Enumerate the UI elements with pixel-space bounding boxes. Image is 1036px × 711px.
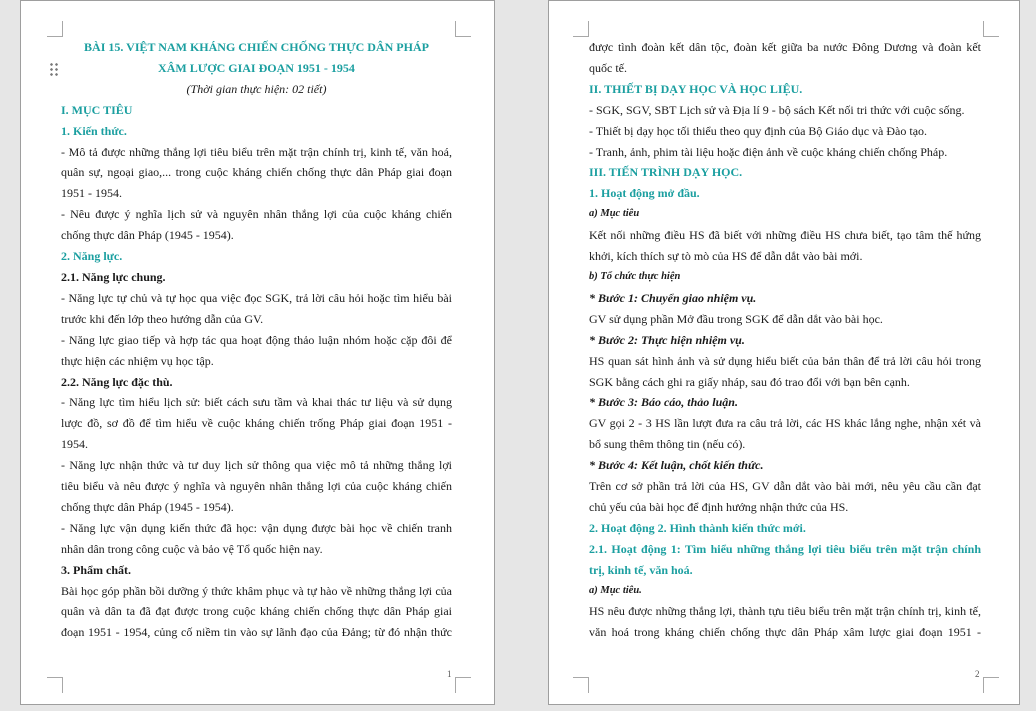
text-line: - Năng lực nhận thức và tư duy lịch sử thông qua việc mô tả những thắng lợi <box>61 458 452 473</box>
heading-hoat-dong-2: 2. Hoạt động 2. Hình thành kiến thức mới. <box>589 520 806 535</box>
step-1-heading: * Bước 1: Chuyển giao nhiệm vụ. <box>589 290 757 305</box>
crop-mark <box>983 677 999 693</box>
text-line: - SGK, SGV, SBT Lịch sử và Địa lí 9 - bộ sách Kết nối tri thức với cuộc sống. <box>589 102 965 117</box>
crop-mark <box>47 677 63 693</box>
text-line: bổ sung thêm thông tin (nếu có). <box>589 437 746 452</box>
text-line: nhân dân trong công cuộc và bảo vệ Tổ quốc hiện nay. <box>61 541 323 556</box>
heading-nang-luc-dac-thu: 2.2. Năng lực đặc thù. <box>61 374 173 389</box>
heading-kien-thuc: 1. Kiến thức. <box>61 123 127 138</box>
lesson-title-line1: BÀI 15. VIỆT NAM KHÁNG CHIẾN CHỐNG THỰC DÂN PHÁP <box>84 40 429 54</box>
lesson-title-line2: XÂM LƯỢC GIAI ĐOẠN 1951 - 1954 <box>158 60 355 75</box>
text-line: SGK bằng cách ghi ra giấy nháp, sau đó trao đổi với bạn bên cạnh. <box>589 374 910 389</box>
text-line: GV sử dụng phần Mở đầu trong SGK để dẫn dắt vào bài học. <box>589 311 883 326</box>
table-move-handle-icon[interactable] <box>49 62 59 76</box>
text-line: chống thực dân Pháp (1945 - 1954). <box>61 228 234 243</box>
heading-hoat-dong-2-1-cont: trị, kinh tế, văn hoá. <box>589 562 693 577</box>
text-line: HS nêu được những thắng lợi, thành tựu tiêu biểu trên mặt trận chính trị, kinh tế, <box>589 604 981 619</box>
text-line: - Năng lực vận dụng kiến thức đã học: vận dụng được bài học về chiến tranh <box>61 520 452 535</box>
heading-muc-tieu: I. MỤC TIÊU <box>61 102 133 117</box>
text-line: tiêu biểu và nêu được ý nghĩa và nguyên nhân thắng lợi của cuộc kháng chiến <box>61 479 452 494</box>
crop-mark <box>455 677 471 693</box>
subheading-muc-tieu-2: a) Mục tiêu. <box>589 584 642 596</box>
heading-pham-chat: 3. Phẩm chất. <box>61 562 131 577</box>
text-line: thực hiện các nhiệm vụ học tập. <box>61 353 214 368</box>
text-line: quân và dân ta đã đạt được trong cuộc kháng chiến chống thực dân Pháp giai <box>61 604 452 619</box>
page-number: 1 <box>447 669 452 679</box>
text-line: HS quan sát hình ảnh và sử dụng hiểu biết của bản thân để trả lời câu hỏi trong <box>589 353 981 368</box>
text-line: chống thực dân Pháp (1945 - 1954). <box>61 499 234 514</box>
crop-mark <box>983 21 999 37</box>
heading-hoat-dong-2-1: 2.1. Hoạt động 1: Tìm hiểu những thắng lợi tiêu biểu trên mặt trận chính <box>589 541 981 556</box>
text-line: - Thiết bị dạy học tối thiểu theo quy định của Bộ Giáo dục và Đào tạo. <box>589 123 928 138</box>
time-note: (Thời gian thực hiện: 02 tiết) <box>186 81 327 96</box>
text-line: Trên cơ sở phần trả lời của HS, GV dẫn dắt vào bài mới, nêu yêu cầu cần đạt <box>589 479 981 494</box>
text-line: - Năng lực tự chủ và tự học qua việc đọc SGK, trả lời câu hỏi hoặc tìm hiểu bài <box>61 290 452 305</box>
step-4-heading: * Bước 4: Kết luận, chốt kiến thức. <box>589 458 764 473</box>
text-line: quốc tế. <box>589 60 627 75</box>
text-line: văn hoá trong kháng chiến chống thực dân Pháp xâm lược giai đoạn 1951 - <box>589 625 981 640</box>
heading-tien-trinh: III. TIẾN TRÌNH DẠY HỌC. <box>589 165 743 180</box>
text-line: quân sự, ngoại giao,... trong cuộc kháng chiến chống thực dân Pháp giai đoạn <box>61 165 452 180</box>
step-2-heading: * Bước 2: Thực hiện nhiệm vụ. <box>589 332 745 347</box>
document-page-2 <box>548 0 1020 705</box>
crop-mark <box>47 21 63 37</box>
text-line: 1951 - 1954. <box>61 186 122 201</box>
subheading-muc-tieu: a) Mục tiêu <box>589 208 640 220</box>
crop-mark <box>573 21 589 37</box>
text-line: 1954. <box>61 437 88 452</box>
text-line: lược đồ, sơ đồ để tìm hiểu về cuộc kháng chiến trống Pháp giai đoạn 1951 - <box>61 416 452 431</box>
text-line: Kết nối những điều HS đã biết với những điều HS chưa biết, tạo tâm thế hứng <box>589 228 981 243</box>
crop-mark <box>573 677 589 693</box>
heading-thiet-bi: II. THIẾT BỊ DẠY HỌC VÀ HỌC LIỆU. <box>589 81 803 96</box>
text-line: khởi, kích thích sự tò mò của HS để dẫn dắt vào bài mới. <box>589 249 863 264</box>
text-line: Bài học góp phần bồi dưỡng ý thức khâm phục và tự hào về những thắng lợi của <box>61 583 452 598</box>
page-number: 2 <box>975 669 980 679</box>
text-line: đoạn 1951 - 1954, củng cố niềm tin vào sự lãnh đạo của Đảng; từ đó nhận thức <box>61 625 452 640</box>
heading-hoat-dong-mo-dau: 1. Hoạt động mở đầu. <box>589 186 700 201</box>
subheading-to-chuc: b) Tổ chức thực hiện <box>589 270 681 282</box>
text-line: - Tranh, ảnh, phim tài liệu hoặc điện ảnh về cuộc kháng chiến chống Pháp. <box>589 144 948 159</box>
heading-nang-luc-chung: 2.1. Năng lực chung. <box>61 269 166 284</box>
text-line: chủ yếu của bài học để định hướng nhận thức của HS. <box>589 499 849 514</box>
document-page-1 <box>20 0 495 705</box>
text-line: trước khi đến lớp theo hướng dẫn của GV. <box>61 311 264 326</box>
text-line: - Năng lực giao tiếp và hợp tác qua hoạt động thảo luận nhóm hoặc cặp đôi để <box>61 332 452 347</box>
text-line: - Nêu được ý nghĩa lịch sử và nguyên nhân thắng lợi của cuộc kháng chiến <box>61 207 452 222</box>
step-3-heading: * Bước 3: Báo cáo, thảo luận. <box>589 395 738 410</box>
crop-mark <box>455 21 471 37</box>
text-line: - Năng lực tìm hiểu lịch sử: biết cách sưu tầm và khai thác tư liệu và sử dụng <box>61 395 452 410</box>
text-line: - Mô tả được những thắng lợi tiêu biểu trên mặt trận chính trị, kinh tế, văn hoá, <box>61 144 452 159</box>
text-line: được tình đoàn kết dân tộc, đoàn kết giữa ba nước Đông Dương và đoàn kết <box>589 40 981 54</box>
text-line: GV gọi 2 - 3 HS lần lượt đưa ra câu trả lời, các HS khác lắng nghe, nhận xét và <box>589 416 981 431</box>
heading-nang-luc: 2. Năng lực. <box>61 249 123 264</box>
